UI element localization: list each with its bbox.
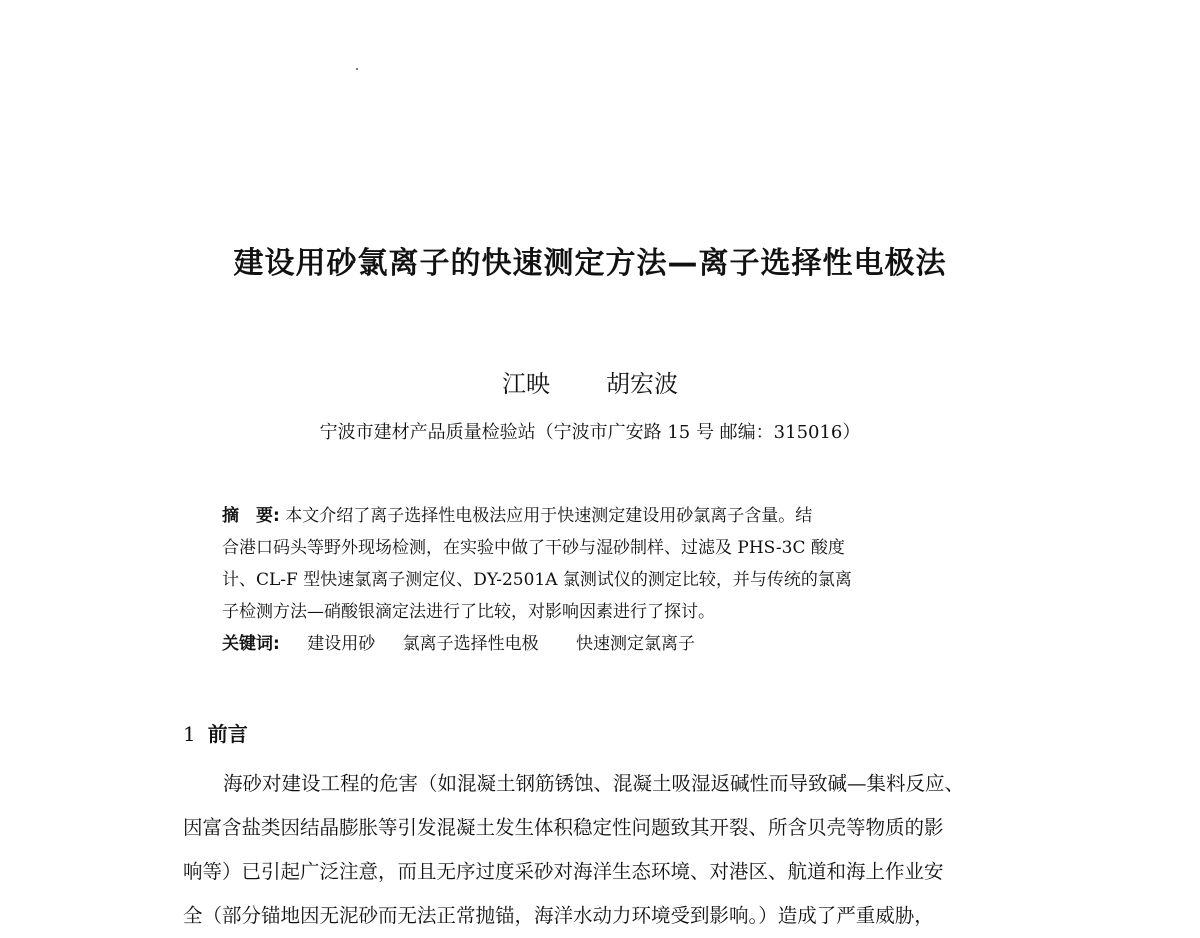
keyword: 氯离子选择性电极 — [402, 634, 539, 654]
section-heading — [183, 718, 248, 747]
abstract-text: 本文介绍了离子选择性电极法应用于快速测定建设用砂氯离子含量。结 — [285, 506, 813, 526]
author-name: 江映 — [502, 370, 550, 398]
keyword: 建设用砂 — [307, 634, 376, 654]
keyword: 快速测定氯离子 — [576, 634, 696, 654]
abstract-line: 计、CL-F 型快速氯离子测定仪、DY-2501A 氯测试仪的测定比较，并与传统的氯离 — [222, 570, 852, 590]
abstract-block — [222, 500, 962, 660]
abstract-line — [222, 500, 962, 532]
abstract-line: 子检测方法—硝酸银滴定法进行了比较，对影响因素进行了探讨。 — [222, 602, 715, 622]
body-line: 因富含盐类因结晶膨胀等引发混凝土发生体积稳定性问题致其开裂、所含贝壳等物质的影 — [183, 816, 944, 839]
body-line: 海砂对建设工程的危害（如混凝土钢筋锈蚀、混凝土吸湿返碱性而导致碱—集料反应、 — [223, 772, 965, 795]
scan-speck — [356, 68, 358, 70]
body-paragraph — [183, 762, 1013, 938]
body-line: 响等）已引起广泛注意，而且无序过度采砂对海洋生态环境、对港区、航道和海上作业安 — [183, 860, 944, 883]
section-title: 前言 — [207, 722, 248, 746]
section-number: 1 — [183, 722, 196, 746]
abstract-line: 合港口码头等野外现场检测，在实验中做了干砂与湿砂制样、过滤及 PHS-3C 酸度 — [222, 538, 845, 558]
author-affiliation: 宁波市建材产品质量检验站（宁波市广安路 15 号 邮编：315016） — [319, 422, 861, 443]
keywords-label: 关键词: — [222, 634, 280, 654]
author-name: 胡宏波 — [606, 370, 678, 398]
abstract-label: 摘 要: — [222, 506, 280, 526]
body-line: 全（部分锚地因无泥砂而无法正常抛锚，海洋水动力环境受到影响。）造成了严重威胁， — [183, 904, 934, 927]
keywords-line — [222, 628, 962, 660]
author-list — [0, 364, 1180, 399]
paper-title: 建设用砂氯离子的快速测定方法—离子选择性电极法 — [233, 246, 947, 281]
